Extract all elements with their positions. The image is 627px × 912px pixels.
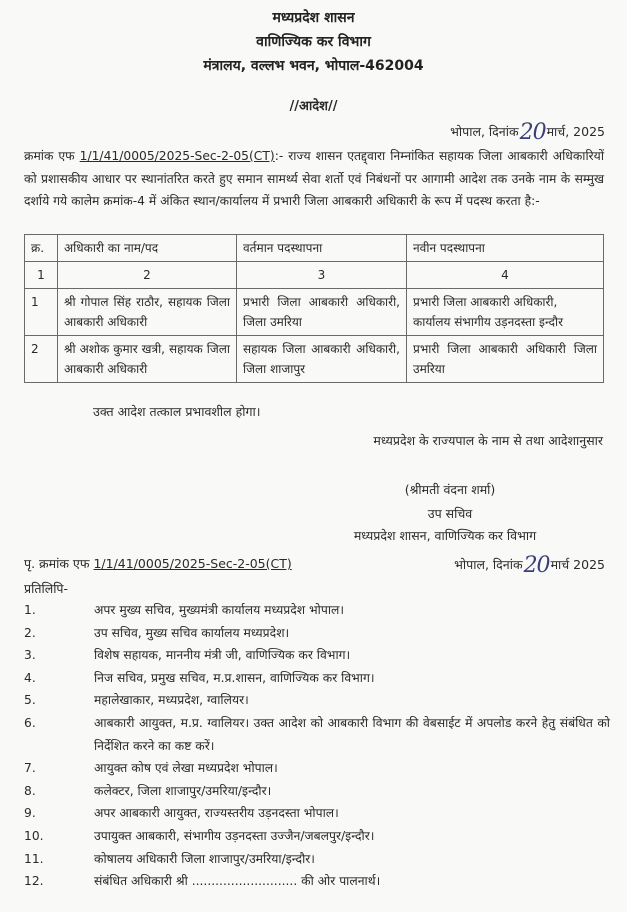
copy-to-label: प्रतिलिपि-: [24, 581, 69, 596]
header-department: वाणिज्यिक कर विभाग: [256, 34, 371, 50]
cell-new-posting: प्रभारी जिला आबकारी अधिकारी, कार्यालय संभागीय उड़नदस्ता इन्दौर: [407, 289, 604, 336]
item-number: 9.: [24, 806, 36, 821]
list-item: [24, 622, 610, 645]
table-row: [25, 336, 604, 383]
item-text: आयुक्त कोष एवं लेखा मध्यप्रदेश भोपाल।: [94, 761, 278, 776]
list-item: [24, 802, 610, 825]
effect-line: उक्त आदेश तत्काल प्रभावशील होगा।: [93, 404, 261, 419]
transfer-table: [24, 234, 604, 383]
item-number: 8.: [24, 783, 36, 798]
list-item: [24, 689, 610, 712]
date-prefix: भोपाल, दिनांक: [450, 124, 519, 139]
item-number: 5.: [24, 693, 36, 708]
list-item: [24, 667, 610, 690]
list-item: [24, 870, 610, 893]
endorsement-reference-number: 1/1/41/0005/2025-Sec-2-05(CT): [93, 556, 292, 571]
cell-current-posting: प्रभारी जिला आबकारी अधिकारी, जिला उमरिया: [237, 289, 407, 336]
column-number: 3: [237, 262, 407, 289]
item-text: अपर आबकारी आयुक्त, राज्यस्तरीय उड़नदस्ता भोपाल।: [94, 806, 339, 821]
cell-new-posting: प्रभारी जिला आबकारी अधिकारी जिला उमरिया: [407, 336, 604, 383]
item-text: कोषालय अधिकारी जिला शाजापुर/उमरिया/इन्दौर।: [94, 851, 315, 866]
cell-sno: 2: [25, 336, 58, 383]
cell-officer: श्री गोपाल सिंह राठौर, सहायक जिला आबकारी अधिकारी: [58, 289, 237, 336]
order-paragraph: [24, 145, 604, 213]
item-number: 6.: [24, 715, 36, 730]
endorsement-reference: [24, 555, 292, 572]
header-current-posting: वर्तमान पदस्थापना: [237, 235, 407, 262]
item-text: विशेष सहायक, माननीय मंत्री जी, वाणिज्यिक कर विभाग।: [94, 648, 351, 663]
header-new-posting: नवीन पदस्थापना: [407, 235, 604, 262]
item-number: 10.: [24, 828, 44, 843]
list-item: [24, 644, 610, 667]
signatory-designation: उप सचिव: [427, 506, 473, 521]
cell-officer: श्री अशोक कुमार खत्री, सहायक जिला आबकारी अधिकारी: [58, 336, 237, 383]
list-item: [24, 712, 610, 757]
order-lead: क्रमांक एफ: [24, 149, 80, 163]
list-item: [24, 848, 610, 871]
date-suffix: मार्च, 2025: [546, 124, 605, 139]
cell-current-posting: सहायक जिला आबकारी अधिकारी, जिला शाजापुर: [237, 336, 407, 383]
cell-sno: 1: [25, 289, 58, 336]
item-text: उप सचिव, मुख्य सचिव कार्यालय मध्यप्रदेश।: [94, 625, 290, 640]
column-number: 4: [407, 262, 604, 289]
list-item: [24, 757, 610, 780]
item-text: उपायुक्त आबकारी, संभागीय उड़नदस्ता उज्जैन/जबलपुर/इन्दौर।: [94, 828, 375, 843]
handwritten-day: 20: [523, 553, 550, 578]
list-item: [24, 780, 610, 803]
item-text: निज सचिव, प्रमुख सचिव, म.प्र.शासन, वाणिज्यिक कर विभाग।: [94, 670, 375, 685]
column-number: 1: [25, 262, 58, 289]
signatory-department: मध्यप्रदेश शासन, वाणिज्यिक कर विभाग: [353, 528, 537, 543]
item-number: 4.: [24, 670, 36, 685]
header-sno: क्र.: [25, 235, 58, 262]
endorsement-date: [454, 553, 605, 578]
copy-to-list: [24, 599, 610, 893]
item-text: महालेखाकार, मध्यप्रदेश, ग्वालियर।: [94, 693, 249, 708]
column-number: 2: [58, 262, 237, 289]
item-number: 12.: [24, 874, 44, 889]
item-number: 1.: [24, 603, 36, 617]
governor-line: मध्यप्रदेश के राज्यपाल के नाम से तथा आदेशानुसार: [373, 433, 603, 448]
item-number: 3.: [24, 648, 36, 663]
table-header-row: [25, 235, 604, 262]
item-number: 7.: [24, 761, 36, 776]
item-text: संबंधित अधिकारी श्री ........................... की ओर पालनार्थ।: [94, 874, 381, 889]
signatory-name: (श्रीमती वंदना शर्मा): [404, 482, 496, 497]
item-number: 11.: [24, 851, 44, 866]
order-body: :- राज्य शासन एतद्द्वारा निम्नांकित सहायक जिला आबकारी अधिकारियों को प्रशासकीय आधार पर स्थानांतरित करते हुए समान सामर्थ्य सेवा शर्तो एवं निबंधनों पर आगामी आदेश तक उनके नाम के सम्मुख दर्शाये गये कालेम क्रमांक-4 में अंकित स्थान/कार्यालय में प्रभारी जिला आबकारी अधिकारी के रूप में पदस्थ करता है:-: [24, 149, 605, 208]
handwritten-day: 20: [519, 120, 546, 145]
endorsement-lead: पृ. क्रमांक एफ: [24, 556, 94, 571]
item-text: आबकारी आयुक्त, म.प्र. ग्वालियर। उक्त आदेश को आबकारी विभाग की वेबसाईट में अपलोड करने हेतु संबंधित को निर्देशित करने का कष्ट करें।: [94, 715, 610, 753]
header-address: मंत्रालय, वल्लभ भवन, भोपाल-462004: [203, 58, 424, 74]
header-officer: अधिकारी का नाम/पद: [58, 235, 237, 262]
date-suffix: मार्च 2025: [550, 557, 605, 572]
order-reference-number: 1/1/41/0005/2025-Sec-2-05(CT): [79, 149, 275, 163]
order-title: //आदेश//: [289, 99, 338, 114]
list-item: [24, 825, 610, 848]
header-government: मध्यप्रदेश शासन: [272, 10, 355, 26]
item-number: 2.: [24, 625, 36, 640]
table-column-number-row: [25, 262, 604, 289]
table-row: [25, 289, 604, 336]
order-date: [450, 120, 605, 145]
item-text: अपर मुख्य सचिव, मुख्यमंत्री कार्यालय मध्यप्रदेश भोपाल।: [94, 603, 345, 617]
item-text: कलेक्टर, जिला शाजापुर/उमरिया/इन्दौर।: [94, 783, 272, 798]
date-prefix: भोपाल, दिनांक: [454, 557, 523, 572]
list-item: [24, 599, 610, 622]
